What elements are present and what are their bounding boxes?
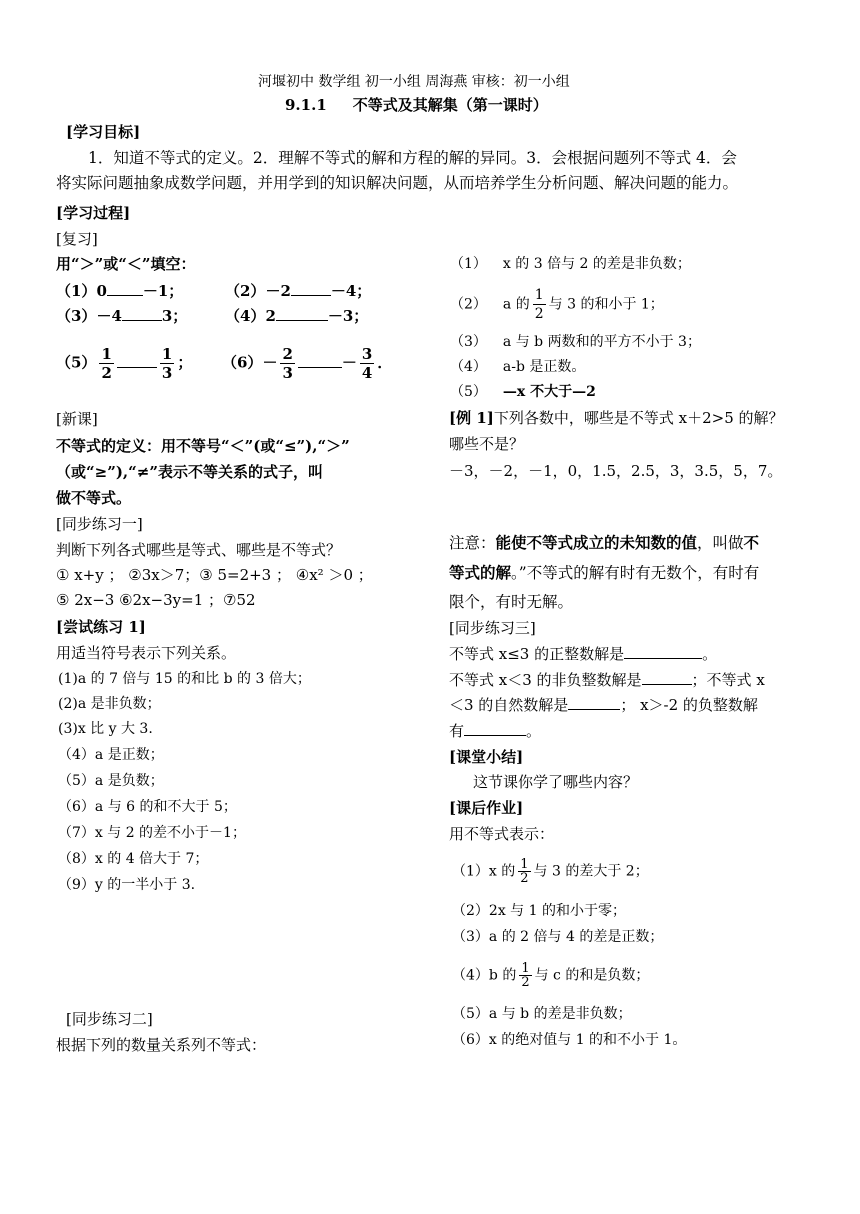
note-line-3: 限个，有时无解。 (449, 593, 574, 611)
review-item-2: （2）－2 －4； (225, 282, 372, 300)
try1-item-6: （6）a 与 6 的和不大于 5； (58, 799, 237, 815)
try1-item-3: (3)x 比 y 大 3. (58, 721, 153, 737)
authors-line: 河堰初中 数学组 初一小组 周海燕 审核：初一小组 (258, 74, 570, 90)
right-item-1: （1） x 的 3 倍与 2 的差是非负数； (450, 256, 691, 272)
sync1-heading: [同步练习一] (56, 515, 143, 533)
right-item-3: （3） a 与 b 两数和的平方不小于 3； (450, 334, 701, 350)
homework-item-3: （3）a 的 2 倍与 4 的差是正数； (452, 929, 664, 945)
try1-heading: [尝试练习 1] (56, 618, 146, 636)
try1-item-4: （4）a 是正数； (58, 747, 164, 763)
title-number: 9.1.1 (285, 96, 327, 114)
page-title (285, 95, 548, 115)
example-1-line-2: 哪些不是？ (449, 435, 525, 453)
definition-line-2: （或“≥”),“≠”表示不等关系的式子，叫 (56, 463, 323, 481)
try1-item-7: （7）x 与 2 的差不小于－1； (58, 825, 246, 841)
definition-line-3: 做不等式。 (56, 489, 132, 507)
review-item-3: （3）－4 3； (56, 307, 188, 325)
sync3-line-1: 不等式 x≤3 的正整数解是 。 (449, 645, 718, 663)
definition-line-1: 不等式的定义：用不等号“＜”(或“≤”),“＞” (56, 437, 350, 455)
goals-heading: [学习目标] (66, 123, 141, 141)
review-item-1: （1）0 －1； (56, 282, 184, 300)
review-item-5: （5） $\frac{1}{2}$ $\frac{1}{3}$ ； (56, 345, 193, 382)
try1-item-1: (1)a 的 7 倍与 15 的和比 b 的 3 倍大； (58, 671, 311, 687)
review-item-4: （4）2 －3； (225, 307, 369, 325)
try1-item-8: （8）x 的 4 倍大于 7； (58, 851, 209, 867)
try1-item-9: （9）y 的一半小于 3. (58, 877, 196, 893)
homework-heading: [课后作业] (449, 799, 524, 817)
note-line-2: 等式的解。”不等式的解有时有无数个，有时有 (449, 563, 760, 582)
sync3-heading: [同步练习三] (449, 619, 536, 637)
summary-text: 这节课你学了哪些内容？ (473, 773, 639, 791)
homework-item-2: （2）2x 与 1 的和小于零； (452, 903, 626, 919)
example-1-numbers: －3，－2，－1，0，1.5，2.5，3，3.5，5，7。 (449, 462, 783, 480)
sync1-row-1: ① x+y ； ②3x＞7；③ 5=2+3 ； ④x² ＞0 ； (56, 566, 373, 584)
summary-heading: [课堂小结] (449, 748, 524, 766)
sync1-question: 判断下列各式哪些是等式、哪些是不等式？ (56, 541, 342, 559)
homework-item-1: （1）x 的 $\frac{1}{2}$ 与 3 的差大于 2； (452, 857, 649, 886)
sync2-instruction: 根据下列的数量关系列不等式： (56, 1036, 267, 1054)
homework-item-6: （6）x 的绝对值与 1 的和不小于 1。 (452, 1032, 687, 1048)
right-item-5: （5） —x 不大于—2 (450, 384, 596, 400)
try1-instruction: 用适当符号表示下列关系。 (56, 644, 237, 662)
title-text: 不等式及其解集（第一课时） (352, 96, 548, 114)
homework-instruction: 用不等式表示： (449, 825, 555, 843)
sync3-line-3: ＜3 的自然数解是 ； x＞-2 的负整数解 (449, 696, 758, 714)
process-heading: [学习过程] (56, 204, 131, 222)
homework-item-5: （5）a 与 b 的差是非负数； (452, 1006, 632, 1022)
review-instruction: 用“＞”或“＜”填空： (56, 255, 196, 273)
sync2-heading: [同步练习二] (66, 1010, 153, 1028)
homework-item-4: （4）b 的 $\frac{1}{2}$ 与 c 的和是负数； (452, 961, 650, 990)
try1-item-5: （5）a 是负数； (58, 773, 164, 789)
review-heading: [复习] (56, 230, 98, 248)
right-item-4: （4） a-b 是正数。 (450, 359, 586, 375)
sync3-line-4: 有 。 (449, 722, 542, 740)
goals-line-2: 将实际问题抽象成数学问题，并用学到的知识解决问题，从而培养学生分析问题、解决问题的能力。 (56, 174, 739, 192)
try1-item-2: (2)a 是非负数； (58, 696, 161, 712)
sync1-row-2: ⑤ 2x−3 ⑥2x−3y=1 ；⑦52 (56, 591, 256, 609)
right-item-2: （2） a 的 $\frac{1}{2}$ 与 3 的和小于 1； (450, 287, 664, 322)
newlesson-heading: [新课] (56, 410, 98, 428)
note-line-1: 注意：能使不等式成立的未知数的值，叫做不 (449, 533, 760, 552)
example-1-line-1: [例 1]下列各数中，哪些是不等式 x＋2>5 的解？ (449, 409, 784, 427)
review-item-6: （6）－ $\frac{2}{3}$ － $\frac{3}{4}$ ． (222, 345, 393, 382)
sync3-line-2: 不等式 x＜3 的非负整数解是 ；不等式 x (449, 671, 765, 689)
goals-line-1: 1．知道不等式的定义。2．理解不等式的解和方程的解的异同。3．会根据问题列不等式 4．会 (88, 149, 737, 167)
